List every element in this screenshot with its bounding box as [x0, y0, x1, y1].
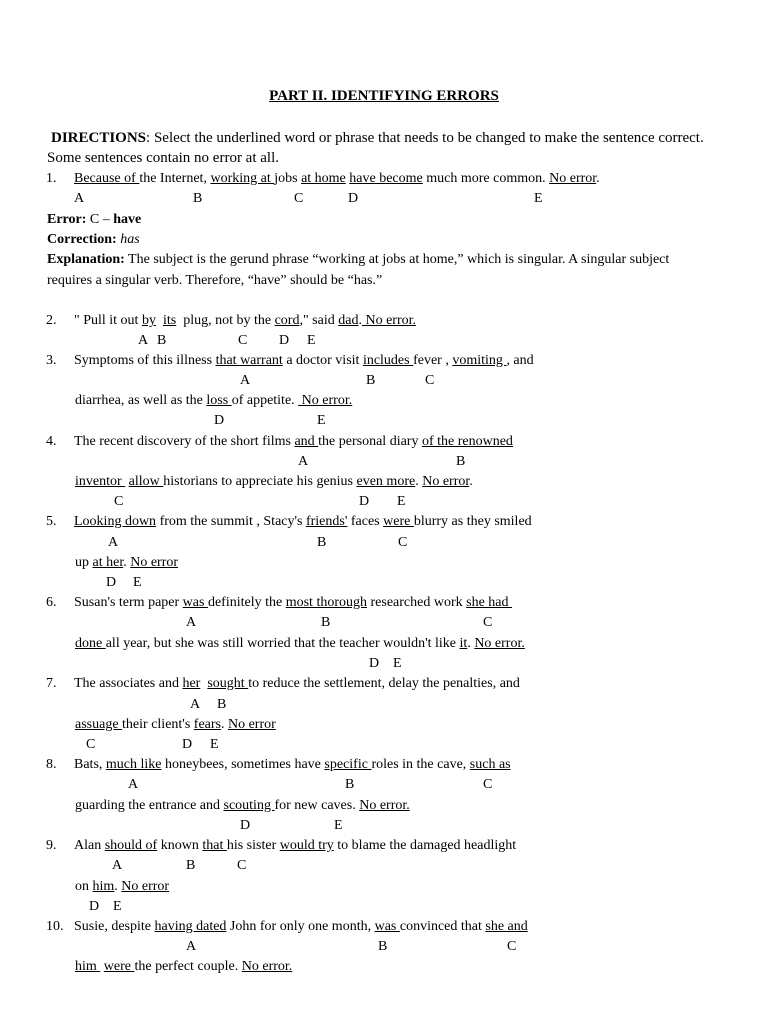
text: the perfect couple. — [134, 959, 242, 974]
text: convinced that — [399, 919, 486, 934]
correction-label: Correction: — [47, 232, 117, 247]
letter-c: C — [507, 939, 517, 954]
letter-b: B — [217, 697, 227, 712]
text: plug, not by the — [176, 313, 275, 328]
option-a[interactable]: her — [182, 676, 201, 691]
error-label: Error: — [47, 212, 87, 227]
option-b[interactable]: that — [202, 838, 227, 853]
letter-d: D — [214, 413, 225, 428]
question-4-line-1 — [74, 433, 513, 451]
text: historians to appreciate his genius — [163, 474, 357, 489]
letter-e: E — [133, 575, 142, 590]
explanation-text: The subject is the gerund phrase “working at jobs at home,” which is singular. A singular subject requires a singular verb. Therefore, “have” should be “has.” — [47, 252, 670, 288]
explanation — [47, 249, 697, 291]
text: for new caves. — [274, 798, 360, 813]
question-number: 3. — [46, 353, 57, 368]
question-2-line-1 — [74, 312, 416, 330]
question-number: 6. — [46, 595, 57, 610]
question-9-line-2 — [75, 878, 169, 896]
option-c[interactable]: at home — [301, 171, 346, 186]
letter-c: C — [238, 333, 248, 348]
letter-b: B — [321, 615, 331, 630]
text: . — [469, 474, 473, 489]
question-number: 10. — [46, 919, 64, 934]
option-d[interactable]: were — [103, 959, 135, 974]
question-1-line-1 — [74, 170, 600, 188]
letter-a: A — [108, 535, 119, 550]
text: the Internet, — [139, 171, 211, 186]
text: from the summit , Stacy's — [156, 514, 306, 529]
option-e[interactable]: No error. — [474, 636, 525, 651]
question-10-line-1 — [74, 918, 528, 936]
option-a[interactable]: much like — [105, 757, 162, 772]
text: John for only one month, — [226, 919, 375, 934]
option-a[interactable]: should of — [104, 838, 158, 853]
question-3-line-1 — [74, 352, 534, 370]
text: . — [114, 879, 122, 894]
option-c[interactable]: him — [75, 959, 101, 974]
text: all year, but she was still worried that the teacher wouldn't like — [105, 636, 460, 651]
text: . — [220, 717, 228, 732]
question-7-line-2 — [75, 716, 276, 734]
option-e[interactable]: No error. — [241, 959, 293, 974]
letter-e: E — [397, 494, 406, 509]
letter-e: E — [317, 413, 326, 428]
text: . — [123, 555, 131, 570]
option-d[interactable]: it — [459, 636, 468, 651]
letter-d: D — [348, 191, 359, 206]
question-number: 4. — [46, 434, 57, 449]
letter-c: C — [425, 373, 435, 388]
letter-b: B — [186, 858, 196, 873]
option-a[interactable]: having dated — [154, 919, 227, 934]
option-e[interactable]: No error — [549, 171, 597, 186]
option-b[interactable]: friends' — [305, 514, 348, 529]
question-5-line-1 — [74, 513, 532, 531]
text: definitely the — [207, 595, 286, 610]
option-c[interactable]: such as — [469, 757, 511, 772]
option-e[interactable]: No error — [130, 555, 179, 570]
letter-b: B — [157, 333, 167, 348]
letter-a: A — [74, 191, 85, 206]
question-8-line-1 — [74, 756, 511, 774]
option-d[interactable]: scouting — [223, 798, 275, 813]
text: Bats, — [74, 757, 106, 772]
letter-d: D — [369, 656, 380, 671]
letter-d: D — [359, 494, 370, 509]
question-7-line-1 — [74, 675, 520, 693]
option-c[interactable]: she had — [466, 595, 513, 610]
option-d[interactable]: dad — [338, 313, 359, 328]
letter-b: B — [378, 939, 388, 954]
question-number: 7. — [46, 676, 57, 691]
option-e[interactable]: No error — [422, 474, 470, 489]
text: Symptoms of this illness — [74, 353, 216, 368]
option-a[interactable]: and — [294, 434, 319, 449]
option-b[interactable]: its — [162, 313, 177, 328]
option-c[interactable]: done — [75, 636, 106, 651]
text: The associates and — [74, 676, 183, 691]
text: of appetite. — [231, 393, 299, 408]
letter-d: D — [106, 575, 117, 590]
letter-e: E — [210, 737, 219, 752]
letter-b: B — [366, 373, 376, 388]
page-title: PART II. IDENTIFYING ERRORS — [269, 88, 499, 104]
letter-c: C — [398, 535, 408, 550]
letter-a: A — [138, 333, 149, 348]
question-9-line-1 — [74, 837, 516, 855]
letter-c: C — [294, 191, 304, 206]
text: honeybees, sometimes have — [161, 757, 325, 772]
option-a[interactable]: that warrant — [215, 353, 283, 368]
text: Alan — [74, 838, 105, 853]
letter-a: A — [128, 777, 139, 792]
option-c[interactable]: vomiting — [452, 353, 507, 368]
text: fever , — [413, 353, 453, 368]
question-number: 2. — [46, 313, 57, 328]
question-number: 1. — [46, 171, 57, 186]
option-b[interactable]: was — [374, 919, 400, 934]
option-b[interactable]: of the renowned — [421, 434, 513, 449]
error-value: C – — [86, 212, 114, 227]
option-c[interactable]: were — [383, 514, 414, 529]
text: diarrhea, as well as the — [75, 393, 207, 408]
text: the personal diary — [318, 434, 422, 449]
question-number: 9. — [46, 838, 57, 853]
letter-a: A — [186, 615, 197, 630]
text: , and — [506, 353, 534, 368]
option-d[interactable]: fears — [193, 717, 221, 732]
question-8-line-2 — [75, 797, 410, 815]
error-line — [47, 209, 141, 230]
text: " Pull it out — [74, 313, 142, 328]
option-c[interactable]: would try — [279, 838, 334, 853]
letter-e: E — [307, 333, 316, 348]
text: blurry as they smiled — [413, 514, 532, 529]
letter-d: D — [240, 818, 251, 833]
question-3-line-2 — [75, 392, 352, 410]
text — [156, 313, 163, 328]
option-c[interactable]: inventor — [75, 474, 126, 489]
text: . — [415, 474, 423, 489]
letter-a: A — [186, 939, 197, 954]
option-c[interactable]: assuage — [75, 717, 123, 732]
option-b[interactable]: sought — [207, 676, 249, 691]
option-b[interactable]: includes — [362, 353, 414, 368]
option-e[interactable]: No error. — [361, 313, 417, 328]
option-d[interactable]: at her — [92, 555, 124, 570]
question-number: 5. — [46, 514, 57, 529]
option-e[interactable]: No error — [121, 879, 170, 894]
letter-c: C — [114, 494, 124, 509]
question-6-line-1 — [74, 594, 512, 612]
correction-value: has — [120, 232, 140, 247]
letter-a: A — [190, 697, 201, 712]
directions-label: DIRECTIONS — [51, 130, 147, 146]
text: ," said — [299, 313, 339, 328]
letter-a: A — [298, 454, 309, 469]
directions — [47, 128, 707, 168]
option-c[interactable]: cord — [274, 313, 300, 328]
text: jobs — [274, 171, 302, 186]
text: Susie, despite — [74, 919, 155, 934]
question-4-line-2 — [75, 473, 473, 491]
question-10-line-2 — [75, 958, 292, 976]
option-c[interactable]: she and — [485, 919, 528, 934]
option-b[interactable]: specific — [324, 757, 372, 772]
text: . — [596, 171, 600, 186]
text: roles in the cave, — [371, 757, 470, 772]
letter-c: C — [483, 615, 493, 630]
option-e[interactable]: No error. — [298, 393, 353, 408]
question-6-line-2 — [75, 635, 525, 653]
letter-d: D — [182, 737, 193, 752]
letter-b: B — [317, 535, 327, 550]
directions-text: : Select the underlined word or phrase that needs to be changed to make the sentence correct. Some sentences contain no error at all. — [47, 130, 704, 166]
correction-line — [47, 229, 140, 250]
letter-c: C — [86, 737, 96, 752]
text: to blame the damaged headlight — [333, 838, 517, 853]
text: guarding the entrance and — [75, 798, 224, 813]
question-number: 8. — [46, 757, 57, 772]
letter-b: B — [345, 777, 355, 792]
text: much more common. — [422, 171, 550, 186]
error-word: have — [113, 212, 142, 227]
letter-d: D — [279, 333, 290, 348]
text: The recent discovery of the short films — [74, 434, 295, 449]
text: faces — [347, 514, 384, 529]
text: . — [358, 313, 362, 328]
option-a[interactable]: by — [141, 313, 156, 328]
text: . — [467, 636, 475, 651]
text: a doctor visit — [282, 353, 363, 368]
option-d[interactable]: loss — [206, 393, 232, 408]
letter-b: B — [456, 454, 466, 469]
option-a[interactable]: Because of — [74, 171, 140, 186]
letter-e: E — [393, 656, 402, 671]
text: up — [75, 555, 93, 570]
option-e[interactable]: No error — [227, 717, 276, 732]
letter-a: A — [112, 858, 123, 873]
letter-e: E — [534, 191, 543, 206]
option-b[interactable]: working at — [210, 171, 275, 186]
question-5-line-2 — [75, 554, 178, 572]
text: his sister — [226, 838, 280, 853]
text: known — [157, 838, 203, 853]
option-e[interactable]: No error. — [359, 798, 410, 813]
letter-c: C — [483, 777, 493, 792]
letter-a: A — [240, 373, 251, 388]
letter-e: E — [334, 818, 343, 833]
explanation-label: Explanation: — [47, 252, 125, 267]
option-d[interactable]: him — [92, 879, 115, 894]
option-b[interactable]: most thorough — [285, 595, 367, 610]
option-d[interactable]: even more — [356, 474, 416, 489]
text: on — [75, 879, 93, 894]
letter-c: C — [237, 858, 247, 873]
option-a[interactable]: Looking down — [74, 514, 157, 529]
letter-e: E — [113, 899, 122, 914]
text: Susan's term paper — [74, 595, 183, 610]
letter-d: D — [89, 899, 100, 914]
text: to reduce the settlement, delay the penalties, and — [248, 676, 520, 691]
option-c[interactable]: allow — [128, 474, 164, 489]
text: their client's — [122, 717, 194, 732]
option-d[interactable]: have become — [349, 171, 423, 186]
option-a[interactable]: was — [182, 595, 208, 610]
text: researched work — [367, 595, 467, 610]
letter-b: B — [193, 191, 203, 206]
